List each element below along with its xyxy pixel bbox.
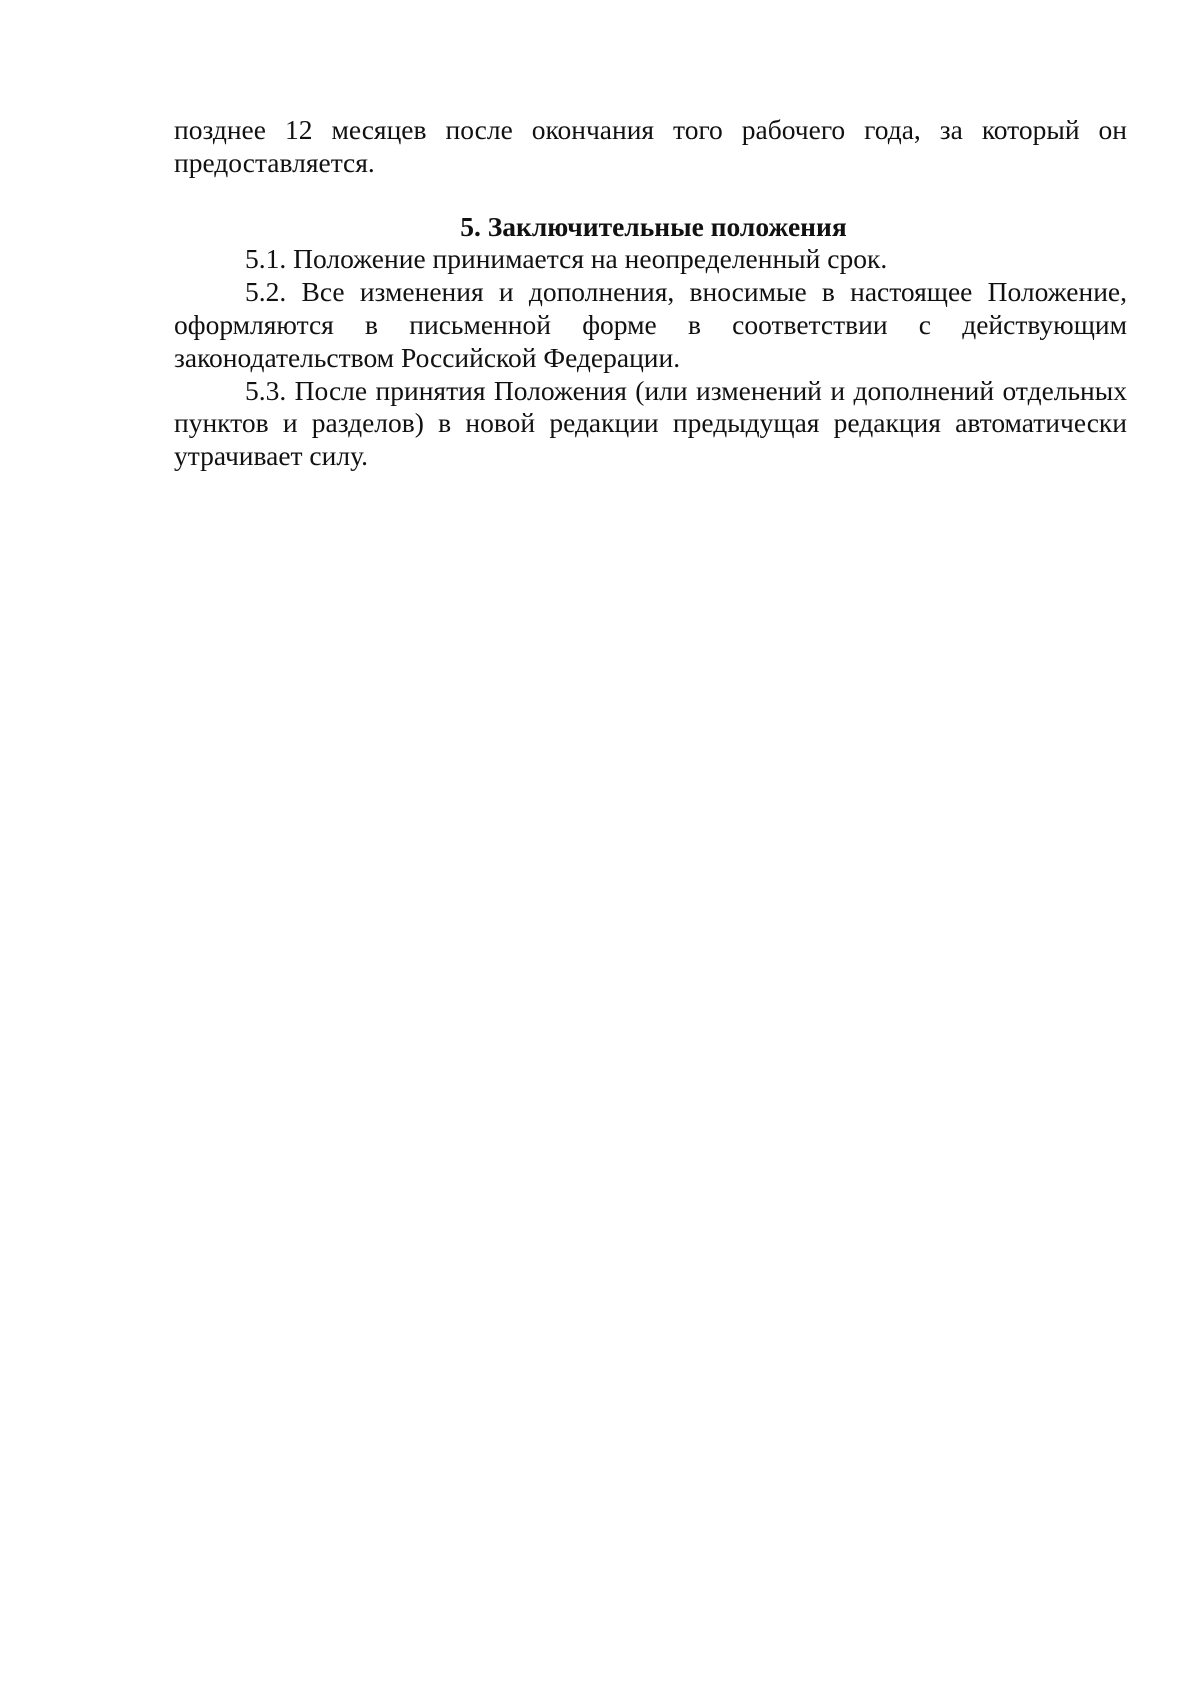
clause-5-3: 5.3. После принятия Положения (или изменений и дополнений отдельных пунктов и разделов) в новой редакции предыдущая редакция автоматически утрачивает силу. (174, 374, 1127, 472)
continuation-paragraph: позднее 12 месяцев после окончания того рабочего года, за который он предоставляется. (174, 114, 1127, 178)
clause-5-1: 5.1. Положение принимается на неопределенный срок. (245, 243, 888, 275)
clause-5-2: 5.2. Все изменения и дополнения, вносимые в настоящее Положение, оформляются в письменной форме в соответствии с действующим законодательством Российской Федерации. (174, 276, 1127, 373)
document-body (174, 114, 1127, 473)
section-heading: 5. Заключительные положения (460, 210, 847, 242)
